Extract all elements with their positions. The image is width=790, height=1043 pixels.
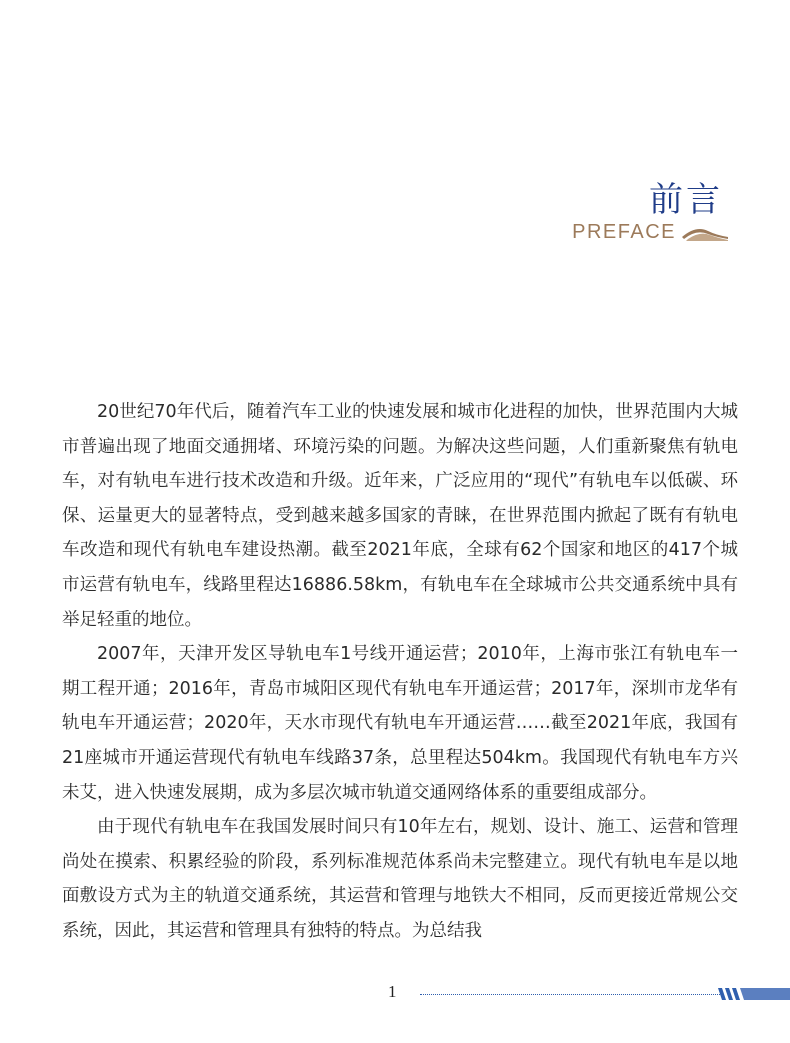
paragraph: 2007年，天津开发区导轨电车1号线开通运营；2010年，上海市张江有轨电车一期工程开通；2016年，青岛市城阳区现代有轨电车开通运营；2017年，深圳市龙华有轨电车开通运营；2020年，天水市现代有轨电车开通运营……截至2021年底，我国有21座城市开通运营现代有轨电车线路37条，总里程达504km。我国现代有轨电车方兴未艾，进入快速发展期，成为多层次城市轨道交通网络体系的重要组成部分。 [62,644,738,803]
paragraph: 由于现代有轨电车在我国发展时间只有10年左右，规划、设计、施工、运营和管理尚处在摸索、积累经验的阶段，系列标准规范体系尚未完整建立。现代有轨电车是以地面敷设方式为主的轨道交通系统，其运营和管理与地铁大不相同，反而更接近常规公交系统，因此，其运营和管理具有独特的特点。为总结我 [62,817,738,941]
preface-body [62,395,738,949]
page-subtitle: PREFACE [572,220,676,243]
page-footer [0,982,790,1012]
subtitle-row [572,219,730,245]
page-number: 1 [388,982,397,1001]
page-title: 前言 [649,180,723,220]
footer-stripes-icon [716,986,790,1002]
wave-logo-icon [680,221,730,243]
paragraph: 20世纪70年代后，随着汽车工业的快速发展和城市化进程的加快，世界范围内大城市普遍出现了地面交通拥堵、环境污染的问题。为解决这些问题，人们重新聚焦有轨电车，对有轨电车进行技术改造和升级。近年来，广泛应用的“现代”有轨电车以低碳、环保、运量更大的显著特点，受到越来越多国家的青睐，在世界范围内掀起了既有有轨电车改造和现代有轨电车建设热潮。截至2021年底，全球有62个国家和地区的417个城市运营有轨电车，线路里程达16886.58km，有轨电车在全球城市公共交通系统中具有举足轻重的地位。 [62,402,738,630]
footer-dotted-line [420,994,720,995]
